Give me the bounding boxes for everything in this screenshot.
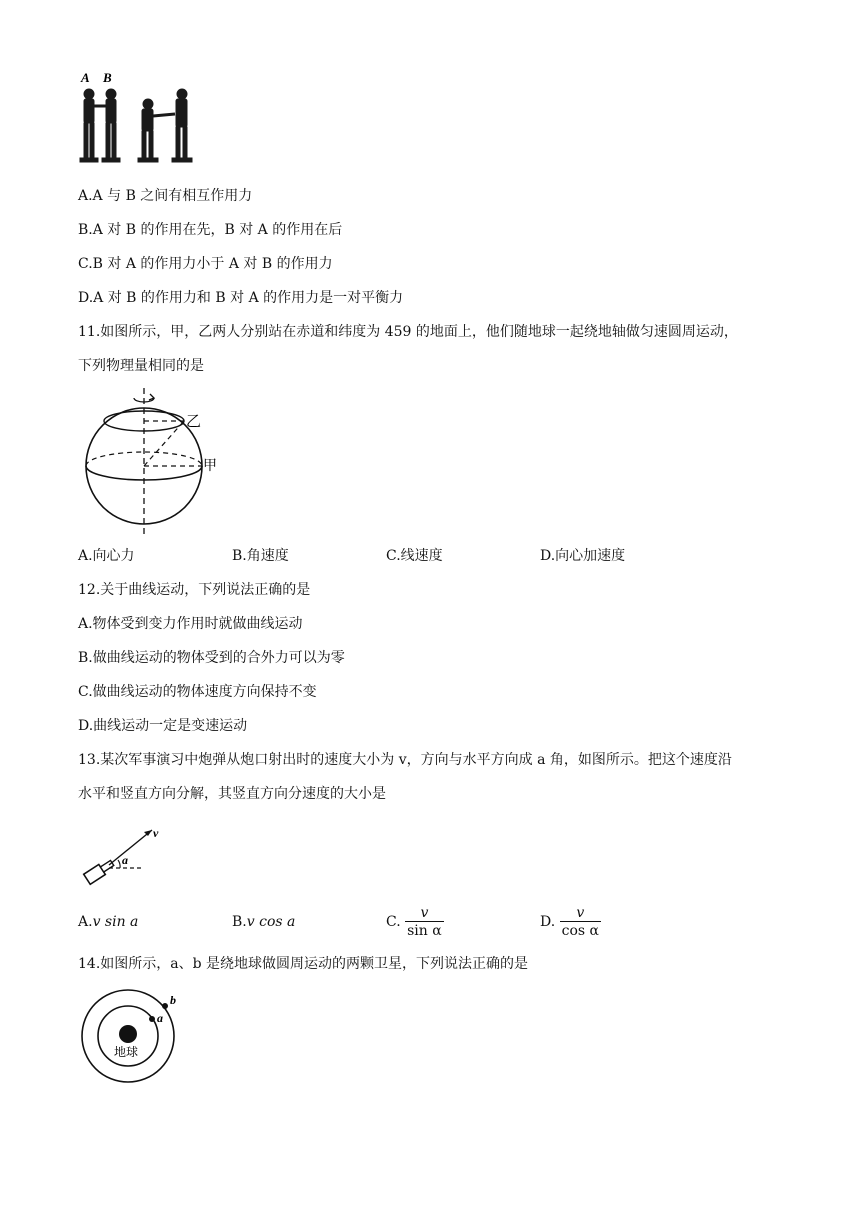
q13-option-d-denominator: cos α	[561, 922, 599, 939]
cannon-label-a: a	[122, 853, 128, 867]
globe-label-jia: 甲	[203, 459, 217, 474]
q13-option-a-prefix: A.	[78, 914, 93, 930]
q13-option-c-fraction	[405, 905, 444, 940]
q13-stem-line1: 13.某次军事演习中炮弹从炮口射出时的速度大小为 v，方向与水平方向成 a 角，如图所示。把这个速度沿	[78, 752, 732, 768]
q10-option-d: D.A 对 B 的作用力和 B 对 A 的作用力是一对平衡力	[78, 290, 404, 306]
q13-option-a	[78, 912, 138, 932]
q11-option-a: A.向心力	[78, 548, 135, 564]
cannon-figure	[78, 820, 168, 892]
orbit-label-b: b	[170, 993, 176, 1007]
q11-option-d: D.向心加速度	[540, 548, 626, 564]
q14-stem: 14.如图所示，a、b 是绕地球做圆周运动的两颗卫星，下列说法正确的是	[78, 956, 529, 972]
q10-option-c: C.B 对 A 的作用力小于 A 对 B 的作用力	[78, 256, 333, 272]
q13-option-b-expr: v cos a	[246, 914, 296, 930]
q12-option-c: C.做曲线运动的物体速度方向保持不变	[78, 684, 317, 700]
cannon-label-v: v	[153, 826, 159, 840]
q13-option-d-prefix: D.	[540, 914, 556, 930]
q10-option-a: A.A 与 B 之间有相互作用力	[78, 188, 253, 204]
q13-option-d	[540, 904, 601, 940]
q13-option-c-prefix: C.	[386, 914, 401, 930]
q13-option-d-fraction	[560, 905, 601, 940]
orbit-label-a: a	[157, 1011, 163, 1025]
q13-option-d-numerator: v	[560, 905, 601, 922]
q13-stem-line2: 水平和竖直方向分解，其竖直方向分速度的大小是	[78, 786, 386, 802]
skater-label-b: B	[103, 70, 112, 85]
q12-option-d: D.曲线运动一定是变速运动	[78, 718, 248, 734]
q13-option-a-expr: v sin a	[92, 914, 139, 930]
globe-label-yi: 乙	[186, 414, 202, 430]
q11-option-c: C.线速度	[386, 548, 443, 564]
q12-stem: 12.关于曲线运动，下列说法正确的是	[78, 582, 311, 598]
q13-option-c-numerator: v	[405, 905, 444, 922]
q11-option-b: B.角速度	[232, 548, 289, 564]
orbit-figure	[78, 984, 188, 1094]
q11-stem-line1: 11.如图所示，甲，乙两人分别站在赤道和纬度为 459 的地面上，他们随地球一起绕地轴做匀速圆周运动，	[78, 324, 738, 340]
skater-label-a: A	[81, 70, 90, 85]
q12-option-a: A.物体受到变力作用时就做曲线运动	[78, 616, 303, 632]
q10-option-b: B.A 对 B 的作用在先，B 对 A 的作用在后	[78, 222, 343, 238]
q12-option-b: B.做曲线运动的物体受到的合外力可以为零	[78, 650, 345, 666]
q13-option-c-denominator: sin α	[407, 922, 442, 939]
skaters-figure	[76, 70, 198, 168]
q11-stem-line2: 下列物理量相同的是	[78, 358, 204, 374]
q13-option-b	[232, 912, 295, 932]
q13-option-c	[386, 904, 444, 940]
orbit-label-earth: 地球	[114, 1045, 139, 1059]
q13-option-b-prefix: B.	[232, 914, 247, 930]
globe-figure	[82, 388, 232, 538]
